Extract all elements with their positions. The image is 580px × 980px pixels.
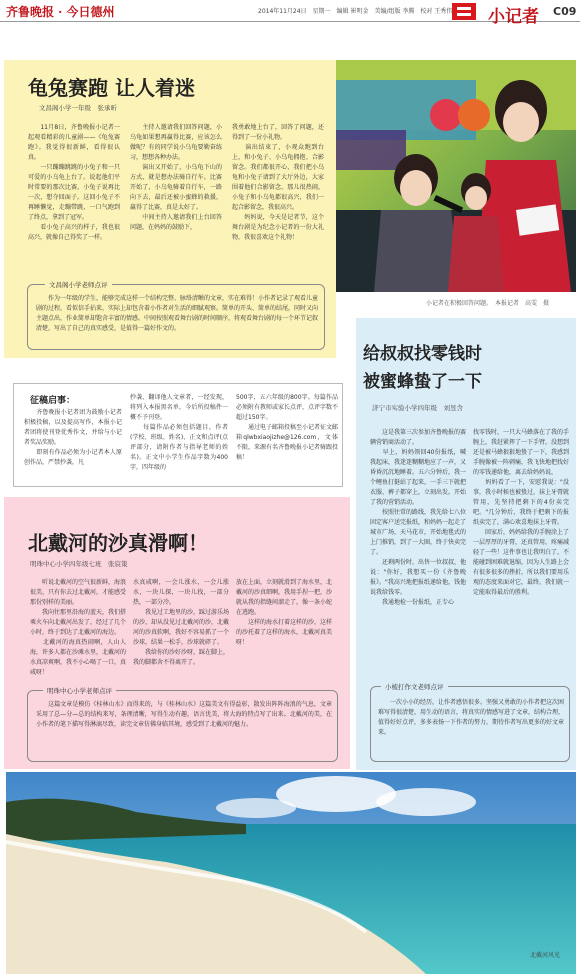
article1-col2: 主持人邀请我们回答问题，小乌龟如果想再赢得比赛，应该怎么做呢？有的同学说小乌龟要勤奋练习，想想各种办法。 演出又开始了，小乌龟下山的方式，就是想办法骑自行车。比赛开始了，小乌龟骑着自行车，一路向下去，最后还被小蜜蜂的救援，赢得了比赛，真是太好了。 中间主持人邀请我们上台回答问题，在妈妈的鼓励下， xyxy=(130,124,222,231)
issue-meta: 2014年11月24日 星期一 编辑 崔明金 美编/组版 李腾 校对 王秀伟 xyxy=(258,8,453,15)
article1-comment-head: 文昌阁小学老师点评 xyxy=(45,280,112,289)
newspaper-logo: 齐鲁晚报 · 今日德州 xyxy=(6,5,115,19)
masthead xyxy=(0,0,580,27)
notice-col2: 抄袭、翻译他人文章者，一经发现，将列入本报黑名单，今后所投稿件一概不予刊登。 每篇作品必须包括题目，作者(学校、班级、姓名)、正文和点评(点评部分，请附作者与指导老师的姓名)。正文中小学生作品字数为400字，四年级的 xyxy=(130,394,228,471)
beach-photo xyxy=(6,772,576,974)
photo1-caption: 小记者在积极回答问题。 本报记者 高雯 摄 xyxy=(426,300,550,307)
article3-comment: 这篇文章是模仿《桂林山水》而得来的，与《桂林山水》这篇美文有得益彰，散发出阵阵海浪的气息，文章采用了总—分—总的结构来写，条理清晰，写得生动有趣，语言优美，将大海的特点写了出来。北戴河的美，在小作者的笔下描写得淋漓尽致，读完文章仿佛身临其境，感受到了北戴河的魅力。 xyxy=(36,701,332,728)
article3-comment-head: 明珠中心小学老师点评 xyxy=(43,686,116,695)
article2-col1: 这是我第三次参加齐鲁晚报的赛辆营销商活动了。 早上，妈妈领回40份报纸，喊我起床，我迷迷糊糊地应了一声，又昏昏沉沉地睡着。五六分钟后，我一个鲤鱼打挺站了起来，一手三下就把衣服、裤子都穿上，立刻出发。开始了我的营销活动。 按照往常的路线，我先给七八位固定客户送完报纸，和妈妈一起走了城市广场，天马花市，开始地毯式的上门推销，到了一大圈，终于快卖完了。 还剩两份时，出售一位叔叔，他说："你好，我想买一份《齐鲁晚报》。"我高兴地把报纸递给他，钱他说我给钱零。 我通地检一份报纸，正专心 xyxy=(370,429,466,606)
article2-col2: 找零钱时，一只大马蜂落在了我的手腕上，我赶紧挥了一下手臂，没想到还是被马蜂狠狠地蛰了一下，我感到手腕像被一阵刺痛，我飞快地把找好的零钱递给他，离去给妈妈说， 妈妈看了一下，安慰我说："没事，我小时候也被蛰过，抹上牙膏就管用，先坚持把剩下的4份卖完吧。"几分钟后，我终于把剩下的报纸卖完了，满心欢喜地抹上牙膏。 回家后，妈妈给我的手腕涂上了一层厚厚的牙膏，还真管用，疼痛减轻了一些！这件事也让我明白了，不能碰到困难就退缩，因为人生路上会有很多很多的挫折，所以我们要用乐观的态度来面对它，最终，我们就一定能取得最后的胜利。 xyxy=(473,429,569,596)
article3-col3: 放在上面，立刻就滑到了海水里，北戴河的沙真细啊，我用手捏一把，沙就从我的指缝间溜走了，像一条小蛇在逃跑。 这样的海水打着这样的沙，这样的沙托着了这样的海水，北戴河真美呀！ xyxy=(236,579,332,646)
article3-byline: 明珠中心小学四年级七班 张宸策 xyxy=(30,560,128,568)
article2-title-line1: 给叔叔找零钱时 xyxy=(363,344,482,364)
notice-col1: 齐鲁晚报小记者团为鼓励小记者积极投稿，以及提高写作，本报小记者团将使刊登优秀作文，并给与小记者奖品奖励。 即刻有作品必须为小记者本人原创作品，严禁抄袭，凡 xyxy=(24,409,122,466)
section-title: 小记者 xyxy=(488,7,539,27)
stage-photo xyxy=(336,60,576,292)
section-flag-icon xyxy=(452,3,476,20)
article1-col3: 我勇敢地上台了，回答了问题，还得到了一份小礼物。 演出结束了，小观众跑到台上，和小兔子、小乌龟拥抱、合影留念。我们都很开心，我们把小乌龟和小兔子请到了大厅外边，大家围着他们合影留念，那儿很热闹，小兔子和小乌龟都很高兴，我们一起合影留念，我很高兴。 妈妈说，今天是记者节，这个舞台剧是为纪念小记者的一份大礼物，我很喜欢这个礼物！ xyxy=(232,124,324,241)
notice-title: 征稿启事： xyxy=(30,396,76,406)
page-number: C09 xyxy=(553,5,577,18)
photo2-caption: 北戴河风光 xyxy=(530,952,561,959)
article2-comment-head: 小梳打作文老师点评 xyxy=(381,682,448,691)
article1-col1: 11月8日，齐鲁晚报小记者一起观看精彩的儿童剧——《龟兔赛跑》。我觉得很新鲜，看得很认真。 一只蹦蹦跳跳的小兔子和一只可爱的小乌龟上台了。说起他们平时常要的那次比赛，小兔子说再比一次，想夺回面子。这回小兔子不再睡懒觉，走蹦带跳，一口气跑到了终点，拿到了冠军。 看小兔子高兴的样子，我也很高兴，就像自己得奖了一样。 xyxy=(28,124,120,241)
article3-col2: 水真咸啊，一会儿涨水，一会儿涨水，一块儿探，一块儿找，一部分热，一部分冷。 我见过工地里的沙，踩过游乐场的沙，却从没见过北戴河的沙，北戴河的沙真软啊，我好不容易抓了一个沙球，结果一松手，沙球就碎了。 我给你的沙好沙呀，踩在脚上，我的脚都舍不得离开了。 xyxy=(133,579,229,666)
article2-comment: 一次小小的经历，让作者感悟很多。坚强又勇敢的小作者把这次困难写得很清楚，用生动的语言，将真实的情感写进了文章，结构合理，值得好好点评，多多表扬一下作者的努力，期待作者写出更多的好文章来。 xyxy=(378,699,564,736)
notice-col3: 500字，五六年级的800字。每篇作品必须附有教师或家长点评，点评字数不超过150字。 通过电子邮箱投稿至小记者征文邮箱qlwbxiaojizhe@126.com，文体不限，来源有名齐鲁晚报小记者骑跟投稿！ xyxy=(236,394,338,461)
article1-title: 龟兔赛跑 让人着迷 xyxy=(28,76,195,100)
article2-byline: 济宁市实验小学四年级 刘昱含 xyxy=(372,404,463,412)
article2-title-line2: 被蜜蜂蛰了一下 xyxy=(363,372,482,392)
article1-byline: 文昌阁小学一年级 张承昕 xyxy=(39,104,117,112)
article1-comment: 作为一年级的学生，能够完成这样一个结构完整、脉络清晰的文章，实在难得！小作者记录了观看儿童剧的过程，看似信手拈来，实际上却包含着小作者对生活的细腻观察。简单的开头、简单的结尾，同时又向主题点出，作业简单却饱含丰富的情感。中间按照观看舞台剧的时间顺序，将观看舞台剧的每一个环节记叙清楚，写出了自己的真实感受，是值得一篇好作文的。 xyxy=(36,295,318,332)
article2-title xyxy=(363,340,482,396)
article3-title: 北戴河的沙真滑啊！ xyxy=(28,531,208,555)
article3-col1: 听说北戴河的空气很新鲜，海浪很美，只有你去过北戴河，才能感受那份别样的美丽。 我向往那里沿海的蓝天，我们搭乘火车向北戴河出发了，经过了几个小时，终于到达了北戴河的海边。 北戴河的海真热闹啊，人山人海，许多人都在沙滩水里，北戴河的水真凉爽啊，我不小心喝了一口，真咸呀！ xyxy=(30,579,126,676)
